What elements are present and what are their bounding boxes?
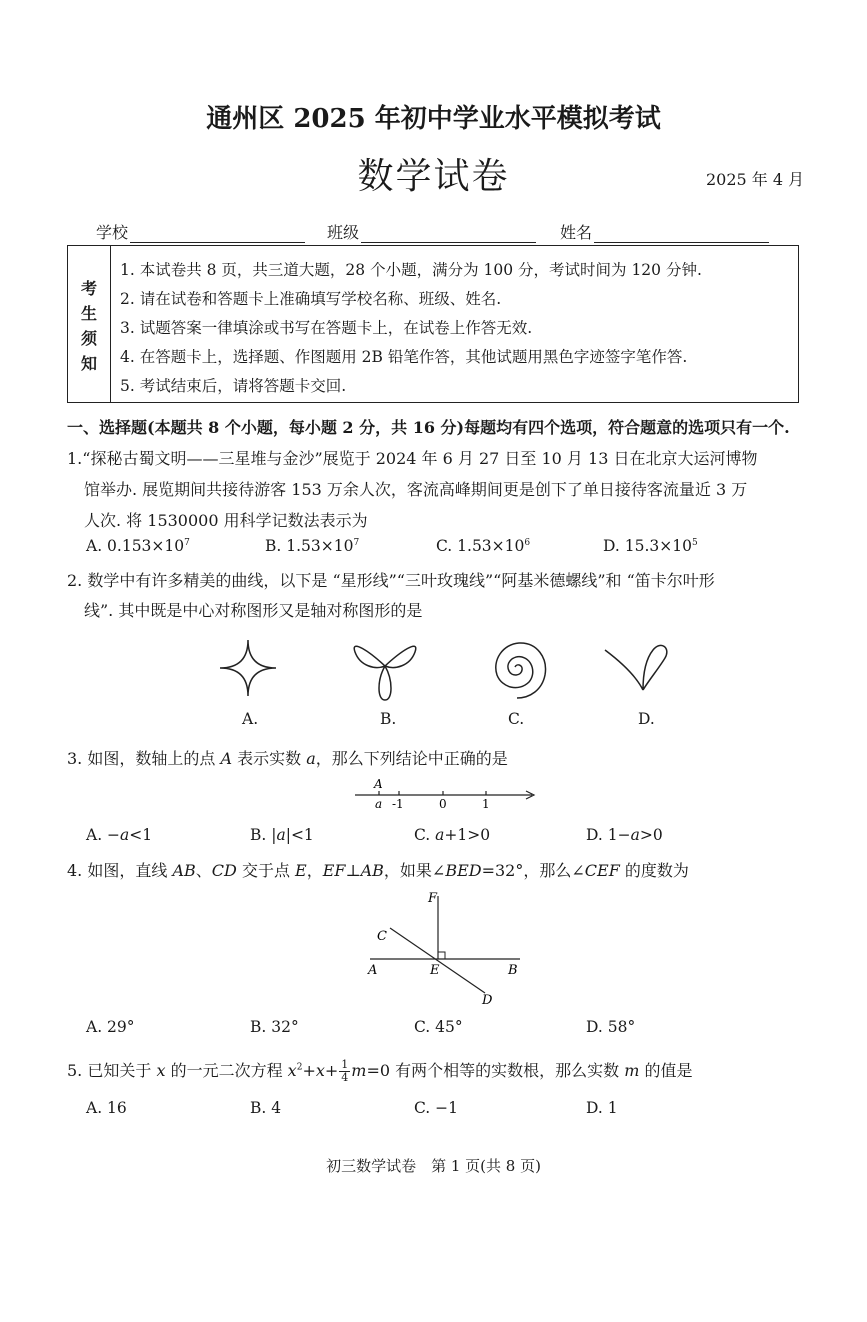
section-heading: 一、选择题(本题共 8 个小题，每小题 2 分，共 16 分)每题均有四个选项，符合题意的选项只有一个. [67,418,790,437]
school-blank [130,226,305,243]
page-footer: 初三数学试卷 第 1 页(共 8 页) [326,1157,541,1175]
class-field [327,220,536,243]
q2-line: 2. 数学中有许多精美的曲线，以下是 “星形线”“三叶玫瑰线”“阿基米德螺线”和 “笛卡尔叶形 [67,571,715,590]
exam-title: 通州区 2025 年初中学业水平模拟考试 [206,104,661,134]
q5-option-c: C. −1 [414,1099,459,1117]
notice-heading-char: 须 [81,329,98,348]
q3-option-d [586,826,663,844]
name-blank [594,226,769,243]
q3-option-var: a [120,826,130,844]
q3-option-text: B. | [250,826,277,844]
q4-text: 交于点 [236,861,296,880]
q5-text: + [324,1061,339,1080]
q3-var: A [220,749,233,768]
exam-subtitle: 数学试卷 [357,156,510,197]
q3-text: 表示实数 [232,749,307,768]
notice-heading-char: 知 [81,354,98,373]
class-blank [361,226,536,243]
q3-option-text: >0 [639,826,663,844]
q3-option-text: <1 [129,826,153,844]
q5-option-b: B. 4 [250,1099,282,1117]
q3-option-var: a [435,826,445,844]
q3-option-text: D. 1− [586,826,631,844]
q4-text: 的度数为 [619,861,689,880]
q4-var: CD [211,861,237,880]
notice-item: 5. 考试结束后，请将答题卡交回. [120,377,347,395]
q3-text: ，那么下列结论中正确的是 [315,749,508,768]
label-e: E [430,963,440,978]
var-a-label: a [375,797,383,811]
label-a: A [368,963,378,978]
q5-var: x [287,1061,297,1080]
q2-label-a: A. [242,710,259,728]
q5-text: =0 有两个相等的实数根，那么实数 [366,1061,625,1080]
q5-frac-num: 1 [341,1058,349,1071]
spiral-curve [496,643,546,698]
q2-label-d: D. [638,710,655,728]
q3-option-text: |<1 [285,826,314,844]
q1-option-exp: 6 [524,537,531,548]
q1-line: 1.“探秘古蜀文明——三星堆与金沙”展览于 2024 年 6 月 27 日至 10 月 13 日在北京大运河博物 [67,449,758,468]
q3-option-c [414,826,490,844]
q3-option-text: C. [414,826,436,844]
q4-text: 4. 如图，直线 [67,861,173,880]
q5-var: m [624,1061,640,1080]
q3-option-var: a [276,826,286,844]
rose-curve [354,646,416,700]
notice-item: 4. 在答题卡上，选择题、作图题用 2B 铅笔作答，其他试题用黑色字迹签字笔作答. [120,348,688,366]
q4-var: AB [360,861,384,880]
q1-option-exp: 7 [184,537,190,548]
q3-var: a [306,749,316,768]
tick-label: 0 [439,797,447,811]
notice-item: 2. 请在试卷和答题卡上准确填写学校名称、班级、姓名. [120,290,502,308]
q4-var: BED [445,861,482,880]
q1-line: 人次. 将 1530000 用科学记数法表示为 [84,511,368,530]
notice-heading-char: 生 [81,304,98,323]
q4-var: E [295,861,307,880]
q4-option-a: A. 29° [86,1018,135,1036]
q1-option-text: C. 1.53×10 [436,537,525,555]
folium-curve [605,645,667,690]
q5-var: m [351,1061,367,1080]
tick-label: 1 [482,797,490,811]
q4-text: ， [306,861,323,880]
q4-stem [67,858,689,881]
school-field [96,220,305,243]
q5-text: 的值是 [639,1061,693,1080]
label-d: D [482,993,493,1008]
q4-text: ⊥ [345,861,361,880]
q4-var: AB [172,861,196,880]
notice-box [67,245,799,403]
q5-text: + [302,1061,316,1080]
q5-stem [67,1058,692,1084]
label-c: C [377,929,387,944]
notice-heading-char: 考 [81,279,98,298]
name-field [560,220,769,243]
q4-text: =32°，那么∠ [481,861,585,880]
q4-option-d: D. 58° [586,1018,636,1036]
name-label: 姓名 [560,223,593,242]
q4-lines-figure [360,888,530,1008]
q4-option-c: C. 45° [414,1018,463,1036]
q2-line: 线”. 其中既是中心对称图形又是轴对称图形的是 [84,601,423,620]
q5-text: 的一元二次方程 [165,1061,288,1080]
q4-var: EF [322,861,346,880]
q5-option-a: A. 16 [86,1099,127,1117]
q1-option-c [436,537,530,555]
q5-var: x [156,1061,166,1080]
q5-var: x [315,1061,325,1080]
q5-option-d: D. 1 [586,1099,618,1117]
label-f: F [428,891,438,906]
notice-item: 3. 试题答案一律填涂或书写在答题卡上，在试卷上作答无效. [120,319,533,337]
q1-option-b [265,537,359,555]
q1-option-text: B. 1.53×10 [265,537,354,555]
q4-option-b: B. 32° [250,1018,299,1036]
q5-exp: 2 [296,1062,303,1073]
class-label: 班级 [327,223,360,242]
notice-item: 1. 本试卷共 8 页，共三道大题，28 个小题，满分为 100 分，考试时间为 120 分钟. [120,261,702,279]
right-angle-mark [438,952,445,959]
q1-option-d [603,537,698,555]
notice-heading [68,246,111,402]
q1-option-a [86,537,190,555]
q1-option-text: D. 15.3×10 [603,537,692,555]
q3-option-text: +1>0 [444,826,491,844]
exam-date: 2025 年 4 月 [706,170,805,189]
q4-var: CEF [584,861,620,880]
school-label: 学校 [96,223,129,242]
q1-option-exp: 7 [353,537,360,548]
q5-text: 5. 已知关于 [67,1061,157,1080]
q1-option-exp: 5 [691,537,698,548]
q2-label-b: B. [380,710,397,728]
q2-label-c: C. [508,710,525,728]
q3-option-b [250,826,314,844]
astroid-curve [220,640,276,696]
q5-frac-den: 4 [341,1071,349,1084]
q5-fraction [339,1059,350,1084]
q1-line: 馆举办. 展览期间共接待游客 153 万余人次，客流高峰期间更是创下了单日接待客流量近 3 万 [84,480,748,499]
q3-option-a [86,826,152,844]
point-a-label: A [374,777,383,791]
q1-option-text: A. 0.153×10 [86,537,185,555]
q3-option-text: A. − [86,826,121,844]
q3-text: 3. 如图，数轴上的点 [67,749,221,768]
q3-option-var: a [630,826,640,844]
q4-text: 、 [195,861,212,880]
q2-curves-figure [205,630,685,710]
tick-label: -1 [392,797,404,811]
label-b: B [508,963,518,978]
q4-text: ，如果∠ [383,861,446,880]
number-line-figure [350,775,540,811]
q3-stem [67,746,508,769]
